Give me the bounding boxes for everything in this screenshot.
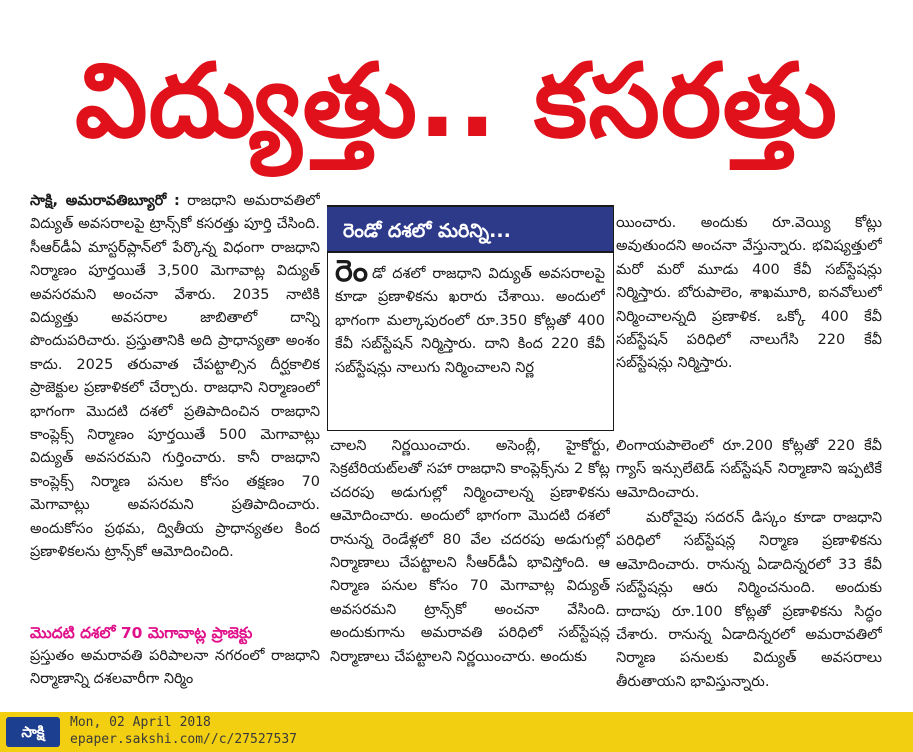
subhead: మొదటి దశలో 70 మెగావాట్ల ప్రాజెక్టు <box>30 624 253 642</box>
dropcap: రెం <box>335 260 368 289</box>
dateline: సాక్షి, అమరావతిబ్యూరో : <box>30 193 180 209</box>
box-text <box>335 260 605 424</box>
footer-url[interactable]: epaper.sakshi.com//c/27527537 <box>70 732 297 747</box>
column3-paragraph-2: మరోవైపు సదరన్ డిస్కం కూడా రాజధాని పరిధిలో సబ్‌స్టేషన్ల నిర్మాణ ప్రణాళికను ఆమోదించారు. రానున్న ఏడాదిన్నరలో 33 కేవీ సబ్‌స్టేషన్లు ఆరు నిర్మించనుంది. అందుకు దాదాపు రూ.100 కోట్లతో ప్రణాళికను సిద్ధం చేశారు. రానున్న ఏడాదిన్నరలో అమరావతిలో నిర్మాణ పనులకు విద్యుత్ అవసరాలు తీరుతాయని భావిస్తున్నారు. <box>616 510 882 690</box>
column1-text-1: రాజధాని అమరావతిలో విద్యుత్ అవసరాలపై ట్రాన్స్‌కో కసరత్తు పూర్తి చేసింది. సీఆర్‌డీఏ మాస్టర్‌ప్లాన్‌లో పేర్కొన్న విధంగా రాజధాని నిర్మాణం పూర్తయితే 3,500 మెగావాట్ల విద్యుత్ అవసరమని అంచనా వేశారు. 2035 నాటికి విద్యుత్తు అవసరాల జాబితాలో దాన్ని పొందుపరిచారు. ప్రస్తుతానికి అది ప్రాధాన్యతా అంశం కాదు. 2025 తరువాత చేపట్టాల్సిన దీర్ఘకాలిక ప్రాజెక్టుల ప్రణాళికలో చేర్చారు. రాజధాని నిర్మాణంలో భాగంగా మొదటి దశలో ప్రతిపాదించిన రాజధాని కాంప్లెక్స్ నిర్మాణం పూర్తయితే 500 మెగావాట్లు విద్యుత్ అవసరమని గుర్తించారు. కానీ రాజధాని కాంప్లెక్స్ నిర్మాణ పనుల కోసం తక్షణం 70 మెగావాట్లు అవసరమని ప్రతిపాదించారు. అందుకోసం ప్రథమ, ద్వితీయ ప్రాధాన్యతల కింద ప్రణాళికలను ట్రాన్స్‌కో ఆమోదించింది. <box>30 193 320 561</box>
footer-date: Mon, 02 April 2018 <box>70 715 211 730</box>
box-border-bottom <box>327 430 614 431</box>
box-border-right <box>613 205 614 430</box>
headline: విద్యుత్తు.. కసరత్తు <box>74 42 839 161</box>
column2-text: చాలని నిర్ణయించారు. అసెంబ్లీ, హైకోర్టు, సెక్రటేరియట్‌లతో సహా రాజధాని కాంప్లెక్స్‌ను 2 కోట్ల చదరపు అడుగుల్లో నిర్మించాలన్న ప్రణాళికను ఆమోదించారు. అందులో భాగంగా మొదటి దశలో రానున్న రెండేళ్లలో 80 వేల చదరపు అడుగుల్లో నిర్మాణాలు చేపట్టాలని సీఆర్‌డీఏ భావిస్తోంది. ఆ నిర్మాణ పనుల కోసం 70 మెగావాట్ల విద్యుత్ అవసరమని ట్రాన్స్‌కో అంచనా వేసింది. అందుకుగాను అమరావతి పరిధిలో సబ్‌స్టేషన్ల నిర్మాణాలు చేపట్టాలని నిర్ణయించారు. అందుకు <box>330 438 610 665</box>
sakshi-logo: సాక్షి <box>6 717 60 747</box>
column1-paragraph-1 <box>30 190 320 618</box>
footer <box>0 712 913 752</box>
column3-top-text: యించారు. అందుకు రూ.వెయ్యి కోట్లు అవుతుందని అంచనా వేస్తున్నారు. భవిష్యత్తులో మరో మరో మూడు 400 కేవీ సబ్‌స్టేషన్లు నిర్మిస్తారు. బోరుపాలెం, శాఖమూరి, ఐనవోలులో నిర్మించాలన్నది ప్రణాళిక. ఒక్కో 400 కేవీ సబ్‌స్టేషన్ పరిధిలో నాలుగేసి 220 కేవీ సబ్‌స్టేషన్లు నిర్మిస్తారు. <box>616 215 882 372</box>
column3-paragraph-1: లింగాయపాలెంలో రూ.200 కోట్లతో 220 కేవీ గ్యాస్ ఇన్సులేటెడ్ సబ్‌స్టేషన్ నిర్మాణాని ఇప్పటికే ఆమోదించారు. <box>616 438 882 501</box>
box-body: డో దశలో రాజధాని విద్యుత్ అవసరాలపై కూడా ప్రణాళికను ఖరారు చేశాయి. అందులో భాగంగా మల్కాపురంలో రూ.350 కోట్లతో 400 కేవీ సబ్‌స్టేషన్ నిర్మిస్తారు. దాని కింద 220 కేవీ సబ్‌స్టేషన్లు నాలుగు నిర్మించాలని నిర్ణ <box>335 266 605 376</box>
box-heading: రెండో దశలో మరిన్ని... <box>327 205 613 253</box>
column1-paragraph-2: ప్రస్తుతం అమరావతి పరిపాలనా నగరంలో రాజధాని నిర్మాణాన్ని దశలవారీగా నిర్మిం <box>30 648 320 688</box>
